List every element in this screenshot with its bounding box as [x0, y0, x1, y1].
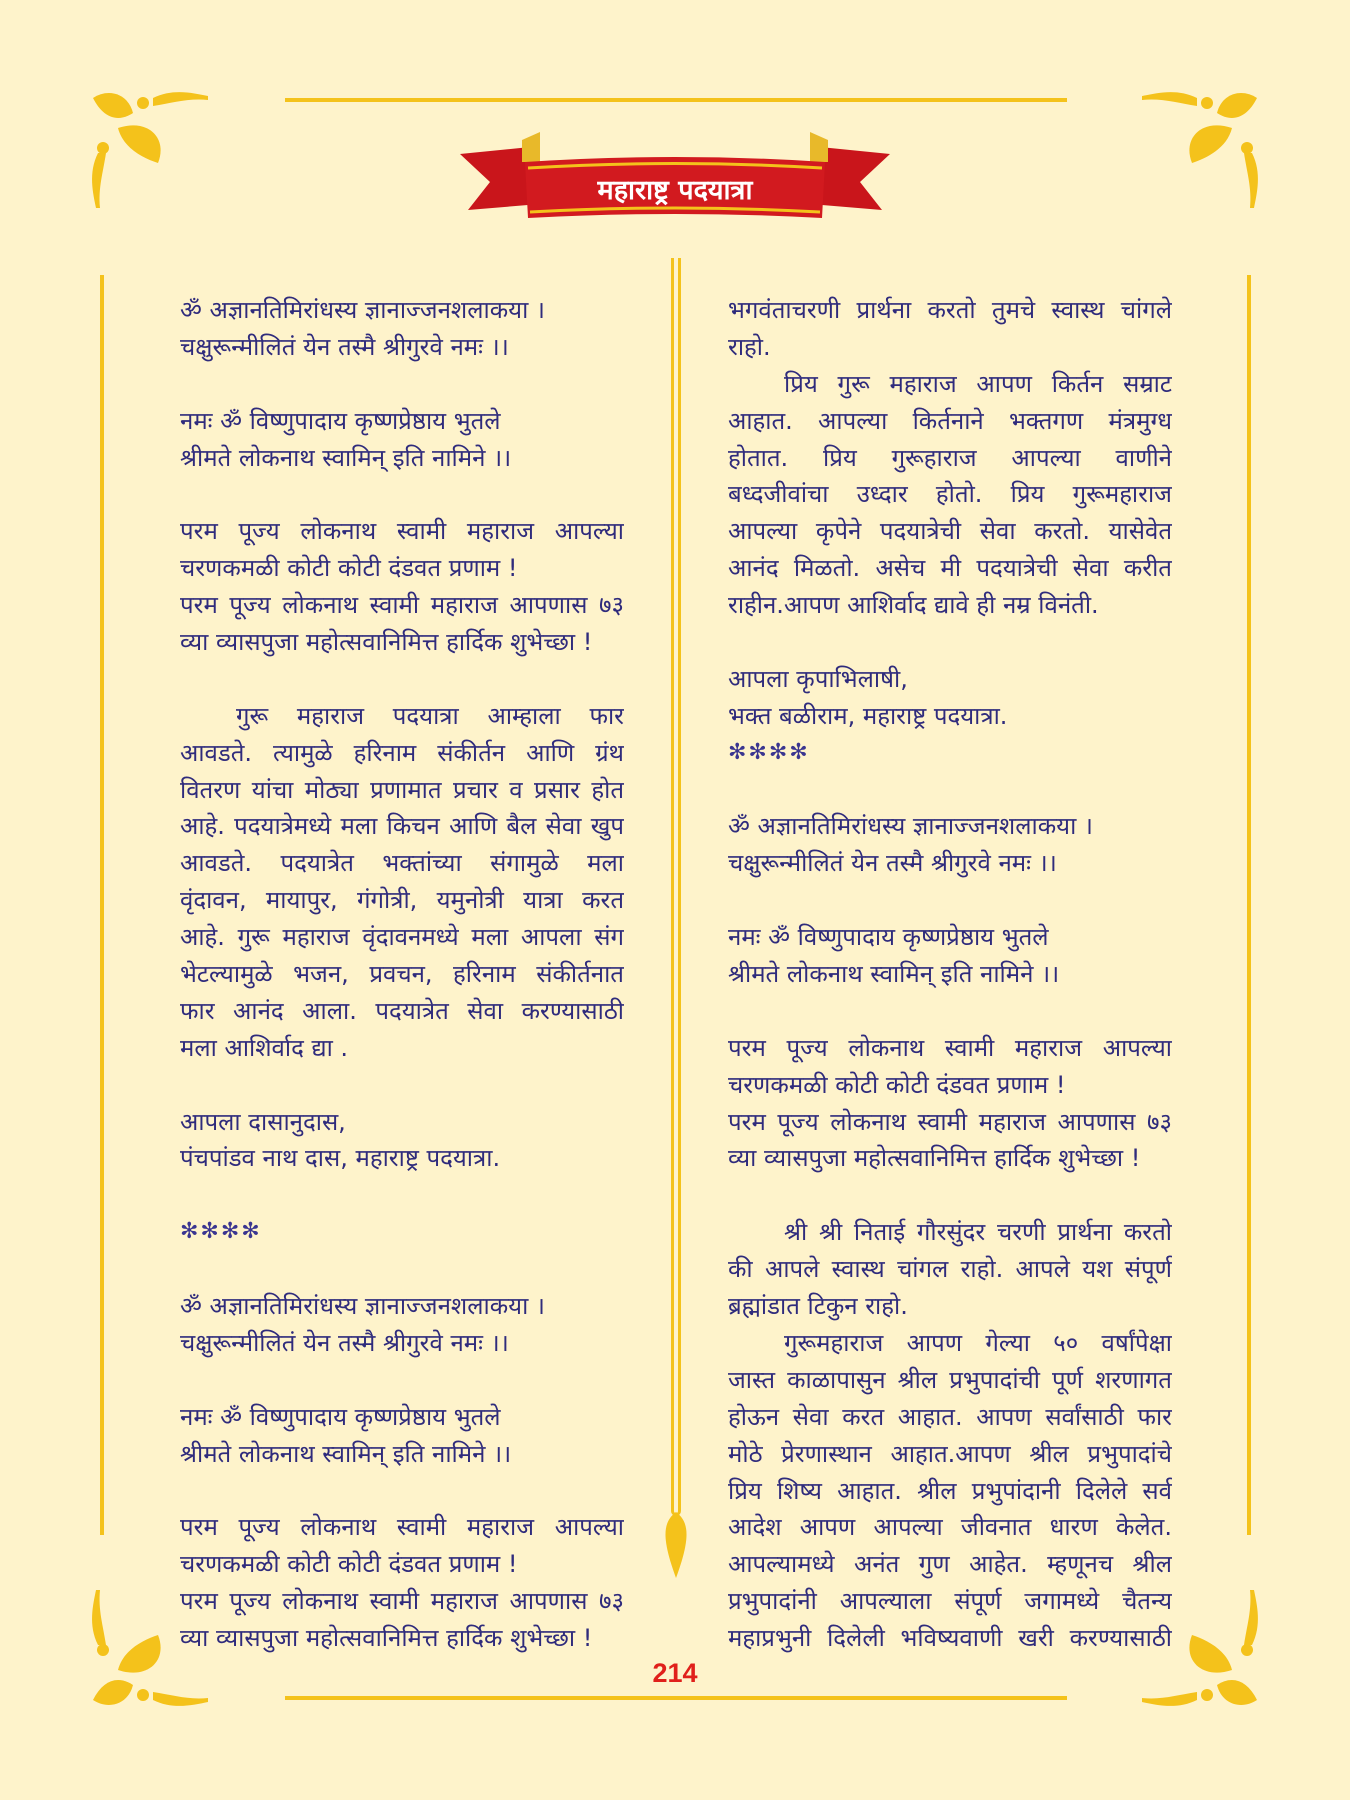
corner-ornament-icon [1142, 88, 1262, 208]
page-title: महाराष्ट्र पदयात्रा [597, 175, 753, 206]
border-top-line [285, 98, 1067, 102]
text-line: प्रिय गुरू महाराज आपण किर्तन सम्राट [784, 369, 1172, 398]
border-bottom-line [285, 1696, 1067, 1700]
text-line: श्रीमते लोकनाथ स्वामिन् इति नामिने ।। [180, 443, 512, 472]
text-line: आवडते. त्यामुळे हरिनाम संकीर्तन आणि ग्रंथ [180, 738, 624, 767]
text-line: वृंदावन, मायापुर, गंगोत्री, यमुनोत्री यात्रा करत [180, 886, 624, 915]
text-line: ॐ अज्ञानतिमिरांधस्य ज्ञानाज्जनशलाकया । [728, 812, 1094, 841]
blank-line [180, 1473, 624, 1510]
text-line: ब्रह्मांडात टिकुन राहो. [728, 1292, 908, 1321]
text-line: राहीन.आपण आशिर्वाद द्यावे ही नम्र विनंती. [728, 591, 1099, 620]
text-line: आहे. पदयात्रेमध्ये मला किचन आणि बैल सेवा खुप [180, 812, 624, 841]
text-line: बध्दजीवांचा उध्दार होतो. प्रिय गुरूमहाराज [728, 480, 1172, 509]
text-line: मला आशिर्वाद द्या . [180, 1033, 349, 1062]
text-line: राहो. [728, 332, 771, 361]
blank-line [180, 476, 624, 513]
blank-line [728, 772, 1172, 809]
text-line: आपला कृपाभिलाषी, [728, 664, 908, 693]
text-line: श्रीमते लोकनाथ स्वामिन् इति नामिने ।। [728, 960, 1060, 989]
text-line: आपला दासानुदास, [180, 1107, 346, 1136]
text-line: श्रीमते लोकनाथ स्वामिन् इति नामिने ।। [180, 1439, 512, 1468]
text-line: चरणकमळी कोटी कोटी दंडवत प्रणाम ! [728, 1070, 1066, 1099]
text-line: आवडते. पदयात्रेत भक्तांच्या संगामुळे मला [180, 849, 624, 878]
column-divider [671, 258, 681, 1516]
text-line: आपल्यामध्ये अनंत गुण आहेत. म्हणूनच श्रील [728, 1550, 1172, 1579]
text-line: चरणकमळी कोटी कोटी दंडवत प्रणाम ! [180, 554, 518, 583]
text-line: परम पूज्य लोकनाथ स्वामी महाराज आपणास ७३ [180, 1587, 624, 1616]
text-line: जास्त काळापासुन श्रील प्रभुपादांची पूर्ण शरणागत [728, 1365, 1172, 1394]
text-line: भगवंताचरणी प्रार्थना करतो तुमचे स्वास्थ चांगले [728, 296, 1172, 324]
text-line: प्रभुपादांनी आपल्याला संपूर्ण जगामध्ये चैतन्य [728, 1587, 1172, 1616]
text-line: नमः ॐ विष्णुपादाय कृष्णप्रेष्ठाय भुतले [180, 1402, 501, 1431]
blank-line [180, 661, 624, 698]
text-line: परम पूज्य लोकनाथ स्वामी महाराज आपल्या [180, 517, 624, 546]
text-line: होतात. प्रिय गुरूहाराज आपल्या वाणीने [728, 443, 1172, 472]
text-line: परम पूज्य लोकनाथ स्वामी महाराज आपणास ७३ [180, 591, 624, 620]
text-line: परम पूज्य लोकनाथ स्वामी महाराज आपल्या [728, 1033, 1172, 1062]
text-line: ॐ अज्ञानतिमिरांधस्य ज्ञानाज्जनशलाकया । [180, 296, 546, 324]
text-line: व्या व्यासपुजा महोत्सवानिमित्त हार्दिक शुभेच्छा ! [728, 1144, 1141, 1173]
text-line: नमः ॐ विष्णुपादाय कृष्णप्रेष्ठाय भुतले [180, 406, 501, 435]
blank-line [180, 1251, 624, 1288]
text-line: चक्षुरून्मीलितं येन तस्मै श्रीगुरवे नमः ।। [180, 332, 509, 361]
border-left-line [100, 275, 104, 1535]
blank-line [180, 1177, 624, 1214]
text-line: महाप्रभुनी दिलेली भविष्यवाणी खरी करण्यासाठी [728, 1624, 1172, 1653]
text-line: भक्त बळीराम, महाराष्ट्र पदयात्रा. [728, 701, 1008, 730]
text-line: गुरूमहाराज आपण गेल्या ५० वर्षांपेक्षा [784, 1328, 1172, 1357]
text-line: श्री श्री निताई गौरसुंदर चरणी प्रार्थना करतो [784, 1218, 1172, 1247]
text-line: परम पूज्य लोकनाथ स्वामी महाराज आपणास ७३ [728, 1107, 1172, 1136]
text-line: भेटल्यामुळे भजन, प्रवचन, हरिनाम संकीर्तनात [180, 960, 624, 989]
blank-line [180, 1067, 624, 1104]
border-right-line [1247, 275, 1251, 1535]
blank-line [180, 1362, 624, 1399]
corner-ornament-icon [88, 88, 208, 208]
text-line: चक्षुरून्मीलितं येन तस्मै श्रीगुरवे नमः ।। [180, 1328, 509, 1357]
blank-line [180, 366, 624, 403]
right-column [728, 292, 1172, 1657]
blank-line [728, 624, 1172, 661]
blank-line [728, 1177, 1172, 1214]
text-line: चरणकमळी कोटी कोटी दंडवत प्रणाम ! [180, 1550, 518, 1579]
text-line: पंचपांडव नाथ दास, महाराष्ट्र पदयात्रा. [180, 1144, 501, 1173]
section-separator: ✻✻✻✻ [728, 739, 810, 765]
left-column [180, 292, 624, 1657]
page-number: 214 [652, 1658, 698, 1688]
text-line: फार आनंद आला. पदयात्रेत सेवा करण्यासाठी [180, 996, 624, 1025]
text-line: वितरण यांचा मोठ्या प्रणामात प्रचार व प्रसार होत [180, 775, 624, 804]
text-line: आनंद मिळतो. असेच मी पदयात्रेची सेवा करीत [728, 554, 1172, 583]
text-line: मोठे प्रेरणास्थान आहात.आपण श्रील प्रभुपादांचे [728, 1439, 1172, 1468]
text-line: होऊन सेवा करत आहात. आपण सर्वांसाठी फार [728, 1402, 1172, 1431]
text-line: गुरू महाराज पदयात्रा आम्हाला फार [236, 701, 624, 730]
drop-ornament-icon [661, 1512, 691, 1578]
text-line: आदेश आपण आपल्या जीवनात धारण केलेत. [728, 1513, 1172, 1542]
text-line: परम पूज्य लोकनाथ स्वामी महाराज आपल्या [180, 1513, 624, 1542]
text-line: आहे. गुरू महाराज वृंदावनमध्ये मला आपला संग [180, 923, 624, 952]
text-line: आपल्या कृपेने पदयात्रेची सेवा करतो. यासेवेत [728, 517, 1172, 546]
text-line: चक्षुरून्मीलितं येन तस्मै श्रीगुरवे नमः ।। [728, 849, 1057, 878]
text-line: ॐ अज्ञानतिमिरांधस्य ज्ञानाज्जनशलाकया । [180, 1292, 546, 1321]
blank-line [728, 882, 1172, 919]
text-line: नमः ॐ विष्णुपादाय कृष्णप्रेष्ठाय भुतले [728, 923, 1049, 952]
text-line: की आपले स्वास्थ चांगल राहो. आपले यश संपूर्ण [728, 1255, 1172, 1284]
text-line: व्या व्यासपुजा महोत्सवानिमित्त हार्दिक शुभेच्छा ! [180, 628, 593, 657]
section-separator: ✻✻✻✻ [180, 1219, 262, 1245]
blank-line [728, 993, 1172, 1030]
title-banner [460, 132, 890, 224]
text-line: व्या व्यासपुजा महोत्सवानिमित्त हार्दिक शुभेच्छा ! [180, 1624, 593, 1653]
text-line: आहात. आपल्या किर्तनाने भक्तगण मंत्रमुग्ध [728, 406, 1172, 435]
text-line: प्रिय शिष्य आहात. श्रील प्रभुपांदानी दिलेले सर्व [728, 1476, 1172, 1505]
